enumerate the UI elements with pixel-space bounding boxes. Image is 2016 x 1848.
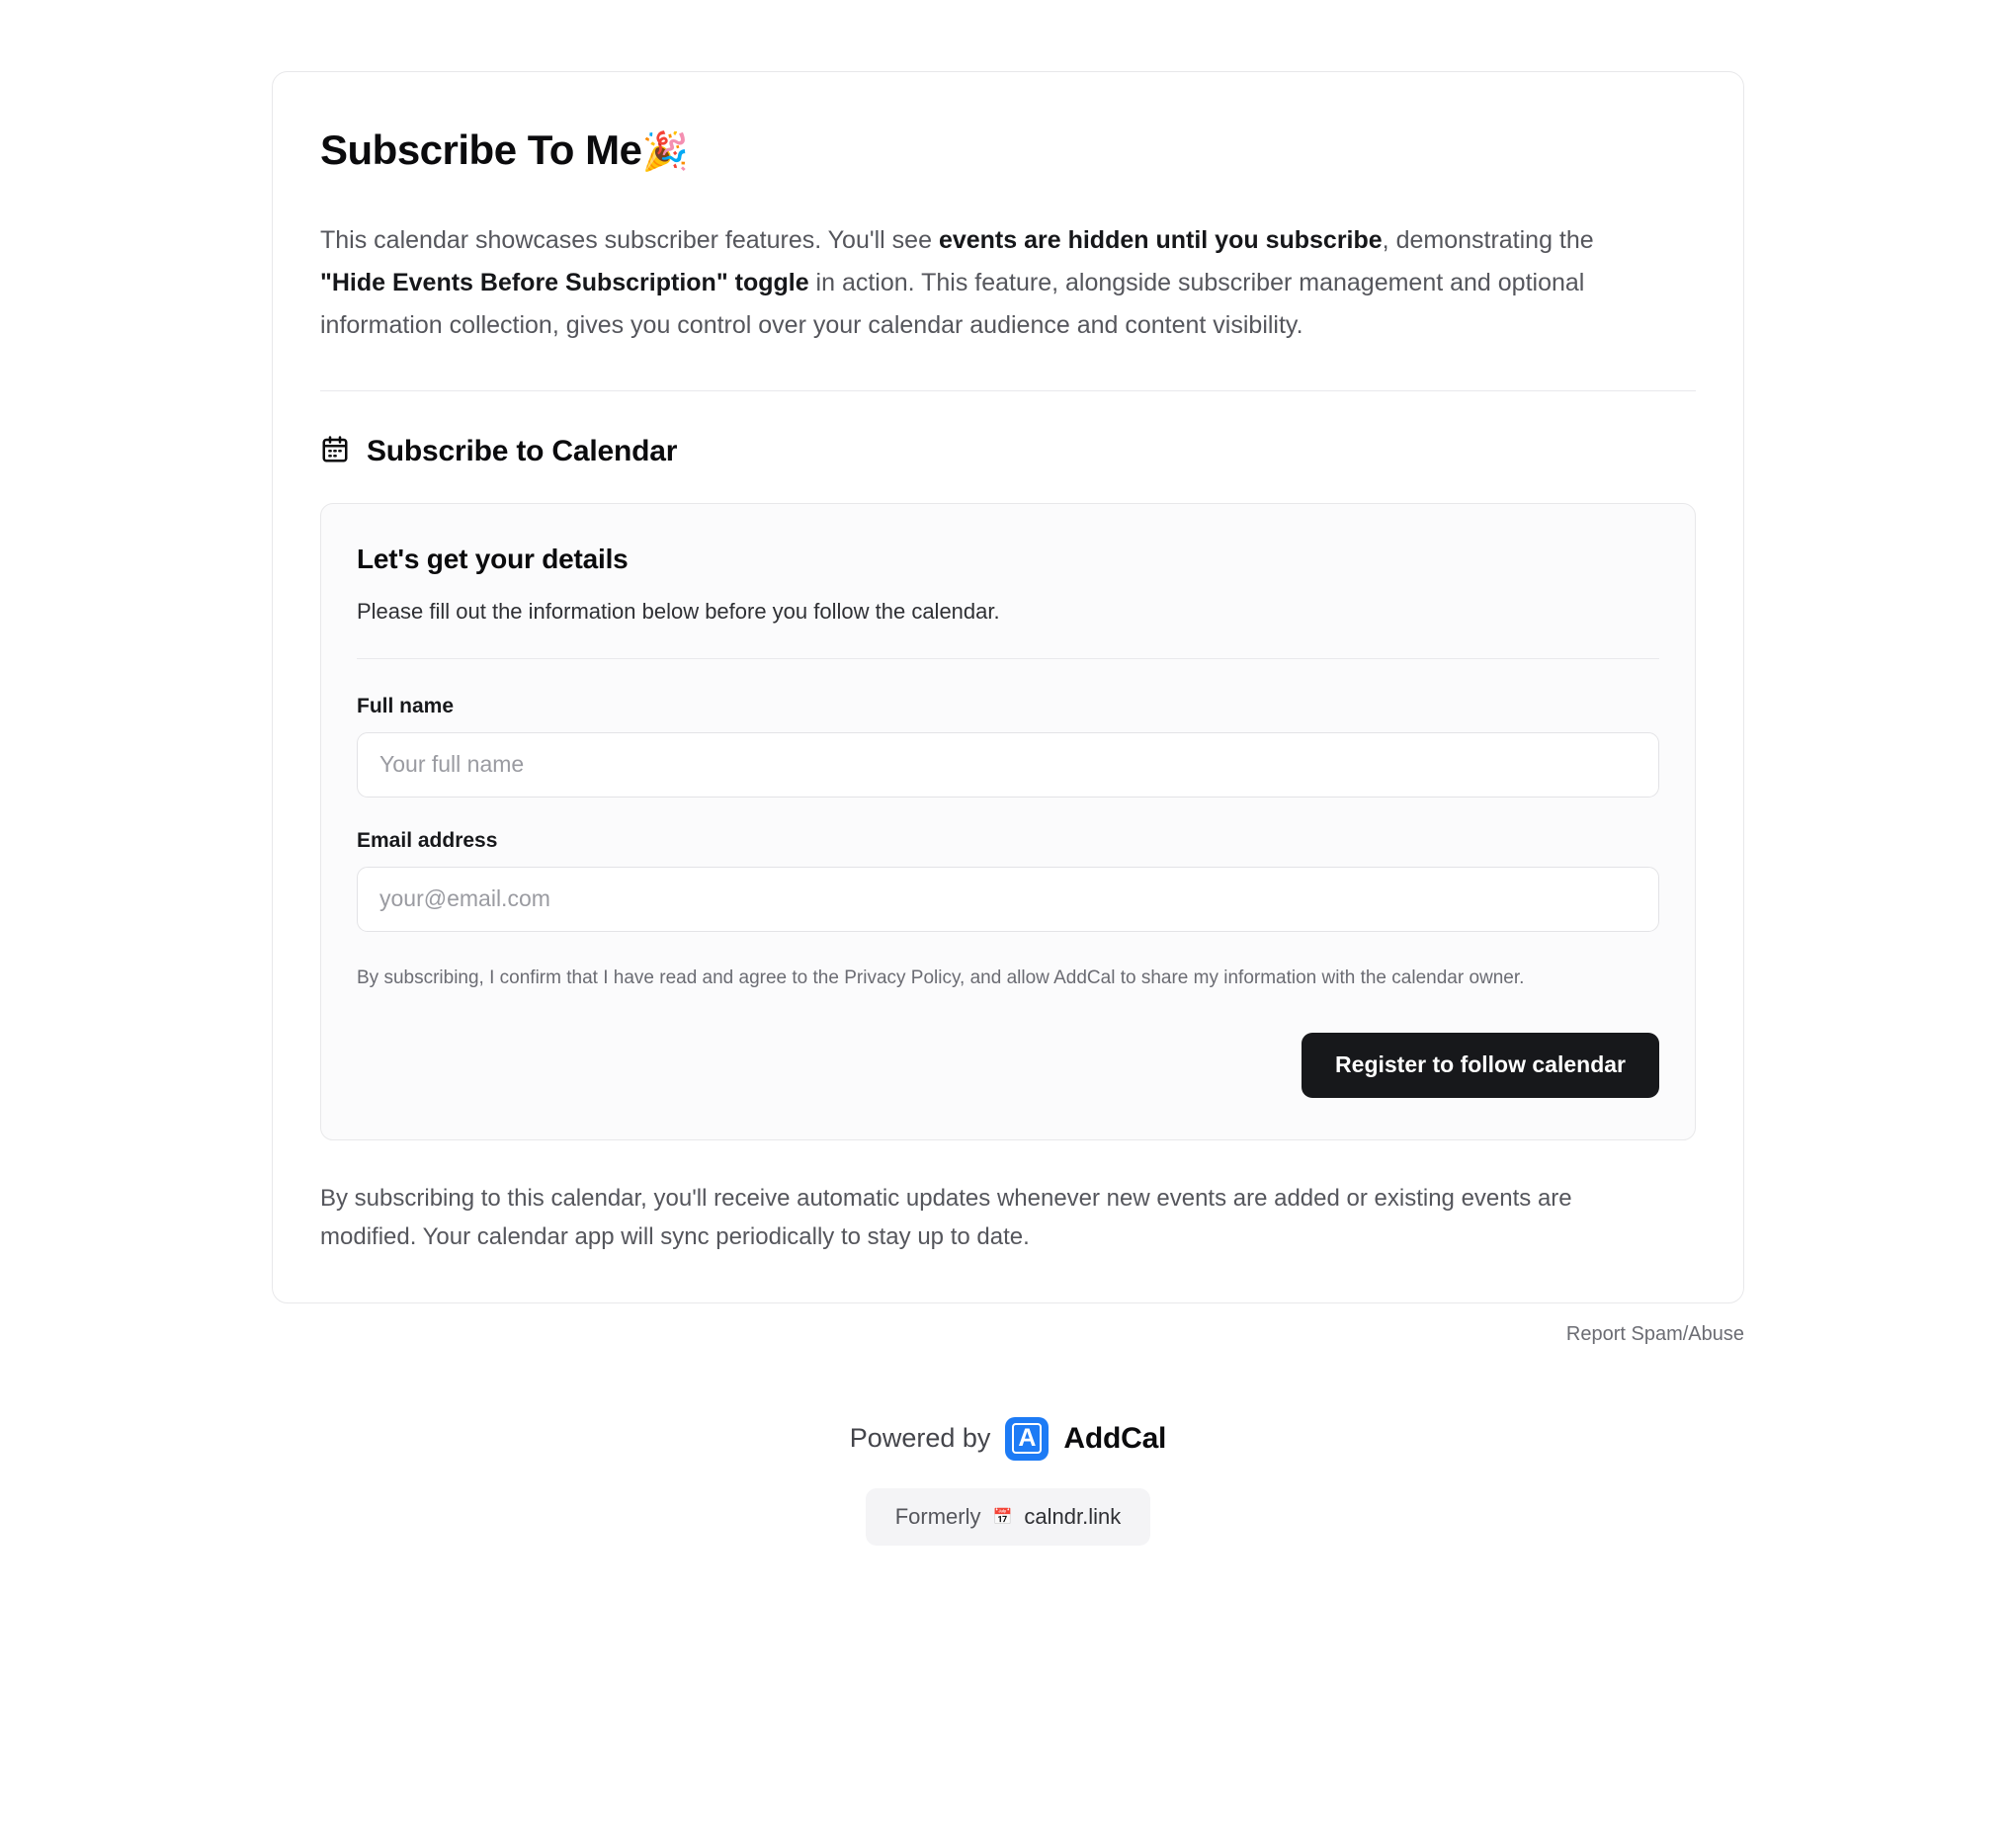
field-email-address bbox=[357, 829, 1659, 932]
formerly-badge bbox=[866, 1488, 1151, 1546]
intro-part-2: , demonstrating the bbox=[1382, 225, 1594, 254]
consent-text: By subscribing, I confirm that I have read and agree to the Privacy Policy, and allow AddCal to share my information with the calendar owner. bbox=[357, 966, 1525, 988]
powered-by-footer bbox=[850, 1417, 1166, 1461]
register-to-follow-calendar-button[interactable]: Register to follow calendar bbox=[1302, 1033, 1659, 1098]
report-spam-abuse-link[interactable]: Report Spam/Abuse bbox=[1565, 1322, 1744, 1345]
formerly-domain: calndr.link bbox=[1024, 1503, 1122, 1529]
section-divider bbox=[320, 390, 1696, 391]
addcal-logo-icon bbox=[1005, 1417, 1049, 1461]
subscriber-details-panel bbox=[320, 503, 1696, 1140]
calendar-icon bbox=[320, 435, 350, 469]
field-full-name bbox=[357, 695, 1659, 798]
party-popper-icon: 🎉 bbox=[641, 131, 689, 173]
email-address-label: Email address bbox=[357, 828, 498, 852]
formerly-label: Formerly bbox=[894, 1503, 981, 1529]
intro-part-0: This calendar showcases subscriber features. You'll see bbox=[320, 225, 939, 254]
subscription-footnote: By subscribing to this calendar, you'll receive automatic updates whenever new events are added or existing events are modified. Your calendar app will sync periodically to stay up to date. bbox=[320, 1184, 1572, 1250]
panel-divider bbox=[357, 658, 1659, 659]
panel-subtitle: Please fill out the information below before you follow the calendar. bbox=[357, 598, 1000, 624]
intro-paragraph bbox=[320, 219, 1615, 347]
addcal-logo-glyph: A bbox=[1012, 1423, 1042, 1454]
report-row bbox=[272, 1323, 1744, 1346]
calendar-emoji-icon: 📅 bbox=[992, 1508, 1013, 1526]
addcal-brand-name: AddCal bbox=[1063, 1421, 1167, 1455]
subscribe-card bbox=[272, 71, 1744, 1303]
email-address-input[interactable] bbox=[357, 867, 1659, 932]
page-title bbox=[320, 126, 1696, 176]
intro-part-4: in action. This feature, alongside subscriber management and optional information collection, gives you control over your calendar audience and content visibility. bbox=[320, 268, 1585, 339]
full-name-input[interactable] bbox=[357, 732, 1659, 798]
full-name-label: Full name bbox=[357, 694, 455, 717]
subscribe-section-header bbox=[320, 435, 1696, 469]
panel-title: Let's get your details bbox=[357, 543, 629, 574]
page-title-text: Subscribe To Me bbox=[320, 126, 642, 173]
intro-part-3: "Hide Events Before Subscription" toggle bbox=[320, 268, 809, 296]
submit-row bbox=[357, 1033, 1659, 1098]
powered-by-label: Powered by bbox=[849, 1423, 991, 1454]
section-title: Subscribe to Calendar bbox=[367, 435, 678, 468]
intro-part-1: events are hidden until you subscribe bbox=[938, 225, 1383, 254]
